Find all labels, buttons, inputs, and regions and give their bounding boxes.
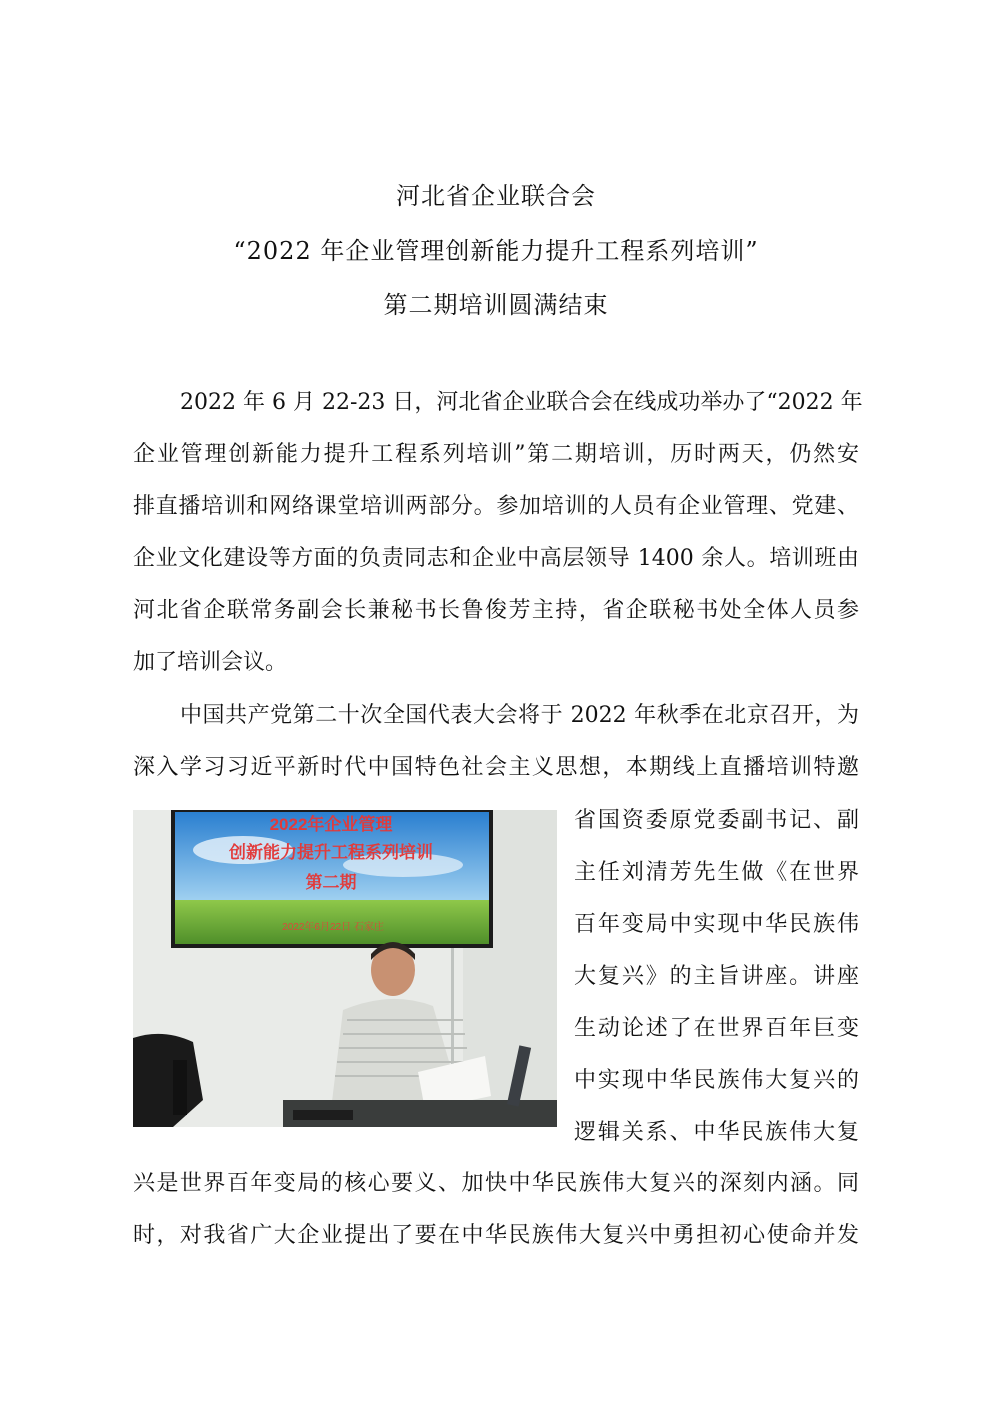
paragraph-2-line: 兴是世界百年变局的核心要义、加快中华民族伟大复兴的深刻内涵。同 [133,1171,859,1196]
keyboard [293,1110,353,1120]
paragraph-2-side-line: 主任刘清芳先生做《在世界 [574,860,859,885]
paragraph-2-side-line: 百年变局中实现中华民族伟 [574,912,859,937]
paragraph-1-line: 排直播培训和网络课堂培训两部分。参加培训的人员有企业管理、党建、 [133,494,859,519]
paragraph-2-side-line: 逻辑关系、中华民族伟大复 [574,1120,859,1145]
paragraph-1-line: 2022 年 6 月 22-23 日，河北省企业联合会在线成功举办了“2022 年 [180,390,863,415]
document-title-line-1: 河北省企业联合会 [396,182,596,210]
screen-date: 2022年6月22日 石家庄 [282,922,384,933]
paragraph-1-line: 加了培训会议。 [133,650,288,675]
screen-title-line-2: 创新能力提升工程系列培训 [229,843,433,862]
paragraph-2-line: 中国共产党第二十次全国代表大会将于 2022 年秋季在北京召开，为 [180,703,859,728]
paragraph-2-side-line: 大复兴》的主旨讲座。讲座 [574,964,859,989]
document-title-line-3: 第二期培训圆满结束 [383,291,609,319]
screen-title-line-3: 第二期 [305,873,357,892]
paragraph-2-side-line: 省国资委原党委副书记、副 [574,808,859,833]
paragraph-1-line: 企业管理创新能力提升工程系列培训”第二期培训，历时两天，仍然安 [133,442,859,467]
paragraph-2-side-line: 生动论述了在世界百年巨变 [574,1016,859,1041]
document-title-line-2: “2022 年企业管理创新能力提升工程系列培训” [233,237,759,265]
training-photo [133,810,557,1127]
paragraph-2-line: 深入学习习近平新时代中国特色社会主义思想，本期线上直播培训特邀 [133,755,859,780]
paragraph-2-line: 时，对我省广大企业提出了要在中华民族伟大复兴中勇担初心使命并发 [133,1223,859,1248]
paragraph-1-line: 河北省企联常务副会长兼秘书长鲁俊芳主持，省企联秘书处全体人员参 [133,598,859,623]
paragraph-1-line: 企业文化建设等方面的负责同志和企业中高层领导 1400 余人。培训班由 [133,546,859,571]
screen-title-line-1: 2022年企业管理 [269,815,393,834]
paragraph-2-side-line: 中实现中华民族伟大复兴的 [574,1068,859,1093]
